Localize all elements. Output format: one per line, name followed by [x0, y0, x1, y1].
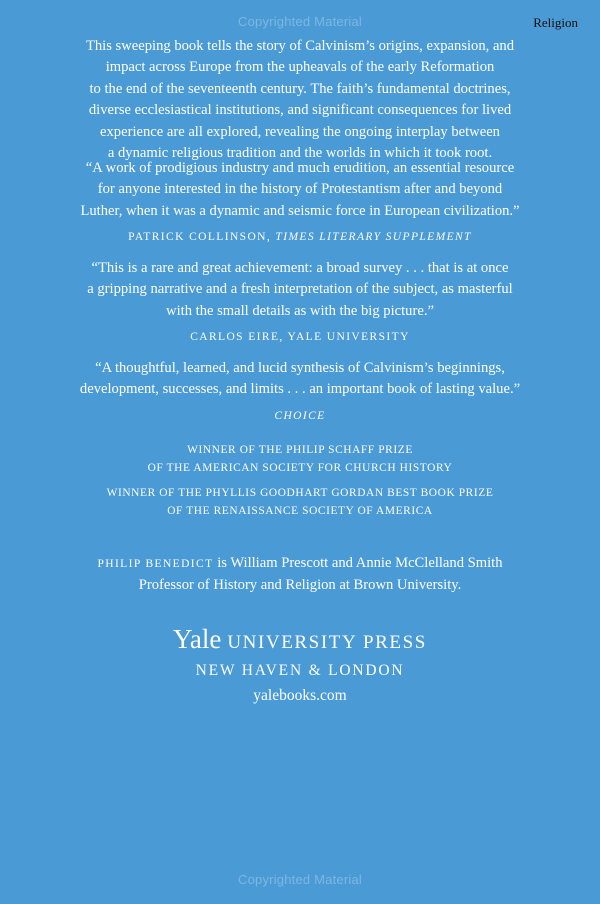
quote-line: “This is a rare and great achievement: a broad survey . . . that is at once — [91, 260, 509, 276]
quote-attribution — [30, 406, 570, 427]
description-line: experience are all explored, revealing the ongoing interplay between — [100, 123, 500, 140]
quote-attribution — [30, 227, 570, 248]
author-name: PHILIP BENEDICT — [97, 558, 214, 570]
description-line: to the end of the seventeenth century. The faith’s fundamental doctrines, — [89, 80, 511, 97]
review-quote-choice — [30, 358, 570, 427]
award-line: OF THE AMERICAN SOCIETY FOR CHURCH HISTORY — [147, 461, 453, 474]
quote-line: for anyone interested in the history of Protestantism after and beyond — [97, 181, 503, 198]
publisher-brand: Yale — [173, 624, 222, 654]
review-quote-collinson — [30, 158, 570, 249]
award-line: WINNER OF THE PHYLLIS GOODHART GORDAN BEST BOOK PRIZE — [106, 487, 494, 500]
publisher-website[interactable]: yalebooks.com — [253, 687, 347, 704]
award-line: OF THE RENAISSANCE SOCIETY OF AMERICA — [167, 504, 433, 517]
publisher-logo — [0, 624, 600, 658]
quote-line: a gripping narrative and a fresh interpretation of the subject, as masterful — [87, 281, 513, 298]
publisher-name: UNIVERSITY PRESS — [227, 632, 427, 653]
quote-line: Luther, when it was a dynamic and seismic force in European civilization.” — [80, 202, 520, 219]
author-bio — [30, 553, 570, 597]
author-bio-line: is William Prescott and Annie McClelland Smith — [217, 555, 503, 571]
quote-attribution — [30, 327, 570, 348]
category-label: Religion — [533, 15, 578, 30]
book-description — [30, 36, 570, 164]
attribution-source: CHOICE — [274, 409, 326, 422]
attribution-name: CARLOS EIRE, YALE UNIVERSITY — [190, 331, 410, 344]
watermark-top: Copyrighted Material — [238, 14, 362, 29]
description-line: a dynamic religious tradition and the worlds in which it took root. — [107, 145, 493, 162]
quote-line: “A thoughtful, learned, and lucid synthesis of Calvinism’s beginnings, — [95, 360, 505, 376]
quote-line: development, successes, and limits . . . an important book of lasting value.” — [79, 381, 521, 398]
review-quote-eire — [30, 258, 570, 349]
award-gordan-prize — [30, 485, 570, 520]
author-bio-line: Professor of History and Religion at Brown University. — [138, 577, 462, 594]
quote-line: with the small details as with the big picture.” — [166, 302, 434, 319]
quote-line: “A work of prodigious industry and much erudition, an essential resource — [85, 160, 515, 176]
award-schaff-prize — [30, 442, 570, 477]
publisher-location: NEW HAVEN & LONDON — [195, 662, 405, 679]
description-line: diverse ecclesiastical institutions, and significant consequences for lived — [88, 102, 512, 119]
attribution-source: TIMES LITERARY SUPPLEMENT — [275, 231, 472, 244]
awards-section — [30, 442, 570, 528]
award-line: WINNER OF THE PHILIP SCHAFF PRIZE — [187, 444, 413, 456]
attribution-name: PATRICK COLLINSON, — [128, 231, 272, 244]
description-line: impact across Europe from the upheavals of the early Reformation — [105, 59, 495, 76]
description-line: This sweeping book tells the story of Calvinism’s origins, expansion, and — [85, 38, 515, 54]
publisher-block — [0, 624, 600, 705]
watermark-bottom: Copyrighted Material — [238, 872, 362, 887]
